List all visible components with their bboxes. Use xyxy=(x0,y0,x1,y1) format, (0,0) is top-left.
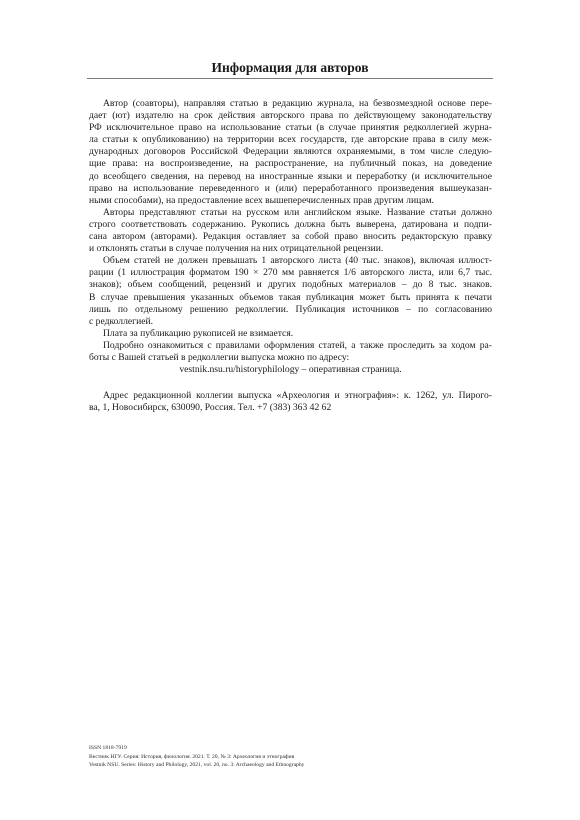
website-link-line: vestnik.nsu.ru/historyphilology – оперативная страница. xyxy=(179,364,402,376)
text-line: и отклонять статьи в случае получения на них отрицательной рецензии. xyxy=(89,243,384,255)
address-line: Адрес редакционной коллегии выпуска «Археология и этнография»: к. 1262, ул. Пирого- xyxy=(103,390,492,402)
text-line: до всеобщего сведения, на перевод на иностранные языки и переработку (и исключительное xyxy=(89,170,492,182)
title-divider xyxy=(87,78,493,79)
text-line: сана автором (авторами). Редакция оставляет за собой право вносить редакторскую правку xyxy=(89,231,492,243)
text-line: Автор (соавторы), направляя статью в редакцию журнала, на безвозмездной основе пере- xyxy=(103,98,492,109)
text-line: боты с Вашей статьей в редколлегии выпуска можно по адресу: xyxy=(89,351,350,363)
text-line: Авторы представляют статьи на русском или английском языке. Название статьи должно xyxy=(103,206,492,218)
text-line: Объем статей не должен превышать 1 авторского листа (40 тыс. знаков), включая иллюст- xyxy=(103,255,492,267)
text-line: рации (1 иллюстрация форматом 190 × 270 мм равняется 1/6 авторского листа, или 6,7 тыс. xyxy=(89,267,492,279)
text-line: Плата за публикацию рукописей не взимается. xyxy=(103,327,294,339)
page-footer xyxy=(89,744,509,770)
text-line: ными способами), на предоставление всех вышеперечисленных прав другим лицам. xyxy=(89,194,434,206)
text-line: щие права: на воспроизведение, на распространение, на публичный показ, на доведение xyxy=(89,158,492,170)
issn-line: ISSN 1818-7919 xyxy=(89,745,127,751)
text-line: РФ исключительное право на использование статьи (в случае принятия редколлегией журна- xyxy=(89,122,492,134)
text-line: лишь по отдельному решению редколлегии. Публикация источников – по согласованию xyxy=(89,303,492,315)
address-line: ва, 1, Новосибирск, 630090, Россия. Тел. +7 (383) 363 42 62 xyxy=(89,402,332,414)
text-line: Подробно ознакомиться с правилами оформления статей, а также проследить за ходом ра- xyxy=(103,339,492,351)
text-line: дународных договоров Российской Федерации являются охраняемыми, в том числе следую- xyxy=(89,146,492,158)
text-line: ла статьи к опубликованию) на территории всех государств, где авторские права в силу меж- xyxy=(89,134,492,146)
text-line: знаков); объем сообщений, рецензий и других подобных материалов – до 8 тыс. знаков. xyxy=(89,279,492,291)
citation-en-line: Vestnik NSU. Series: History and Philology, 2021, vol. 20, no. 3: Archaeology and Ethnography xyxy=(89,762,305,769)
text-line: с редколлегией. xyxy=(89,315,154,327)
text-line: дает (ют) издателю на срок действия авторского права по действующему законодательству xyxy=(89,110,492,122)
text-line: строго соответствовать содержанию. Рукопись должна быть выверена, датирована и подпи- xyxy=(89,218,492,230)
citation-ru-line: Вестник НГУ. Серия: История, филология. 2021. Т. 20, № 3: Археология и этнография xyxy=(89,753,295,760)
text-line: право на использование переведенного и (или) переработанного произведения вышеуказан- xyxy=(89,182,492,194)
page-title: Информация для авторов xyxy=(211,60,369,75)
text-line: В случае превышения указанных объемов такая публикация может быть принята к печати xyxy=(89,291,492,303)
paragraph-gap xyxy=(89,376,492,390)
article-body xyxy=(89,98,492,414)
